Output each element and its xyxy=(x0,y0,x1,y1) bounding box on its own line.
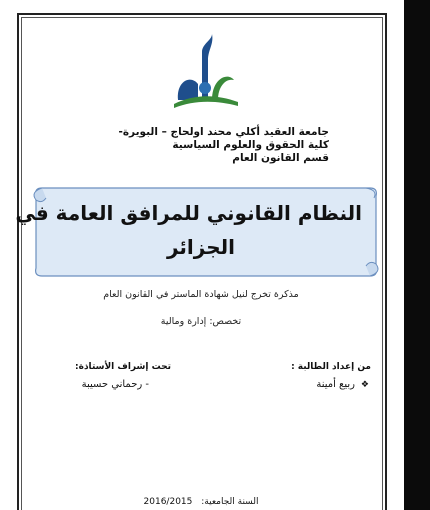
supervisor-name: - رحماني حسيبة xyxy=(81,379,149,390)
supervisor-label: تحت إشراف الأستاذة: xyxy=(75,362,171,372)
department-name: قسم القانون العام xyxy=(232,152,329,164)
academic-year-label: السنة الجامعية: xyxy=(201,497,259,507)
diamond-bullet-icon: ❖ xyxy=(360,380,369,390)
institution-header xyxy=(119,126,330,165)
university-name: جامعة العقيد أكلي محند اولحاج – البويرة- xyxy=(118,126,329,138)
thesis-subtitle: مذكرة تخرج لنيل شهادة الماستر في القانون العام xyxy=(103,289,299,300)
specialization: تخصص: إدارة ومالية xyxy=(160,316,242,327)
academic-year-value: 2016/2015 xyxy=(143,497,193,507)
thesis-title-line-2: الجزائر xyxy=(166,235,236,259)
academic-year xyxy=(40,497,362,507)
university-logo xyxy=(168,30,242,110)
thesis-title-line-1: النظام القانوني للمرافق العامة في xyxy=(15,201,362,225)
faculty-name: كلية الحقوق والعلوم السياسية xyxy=(172,139,329,151)
window-edge xyxy=(404,0,430,510)
student-label: من إعداد الطالبة : xyxy=(291,362,371,372)
thesis-title xyxy=(15,196,362,264)
student-name: ربيع أمينة xyxy=(316,379,355,390)
